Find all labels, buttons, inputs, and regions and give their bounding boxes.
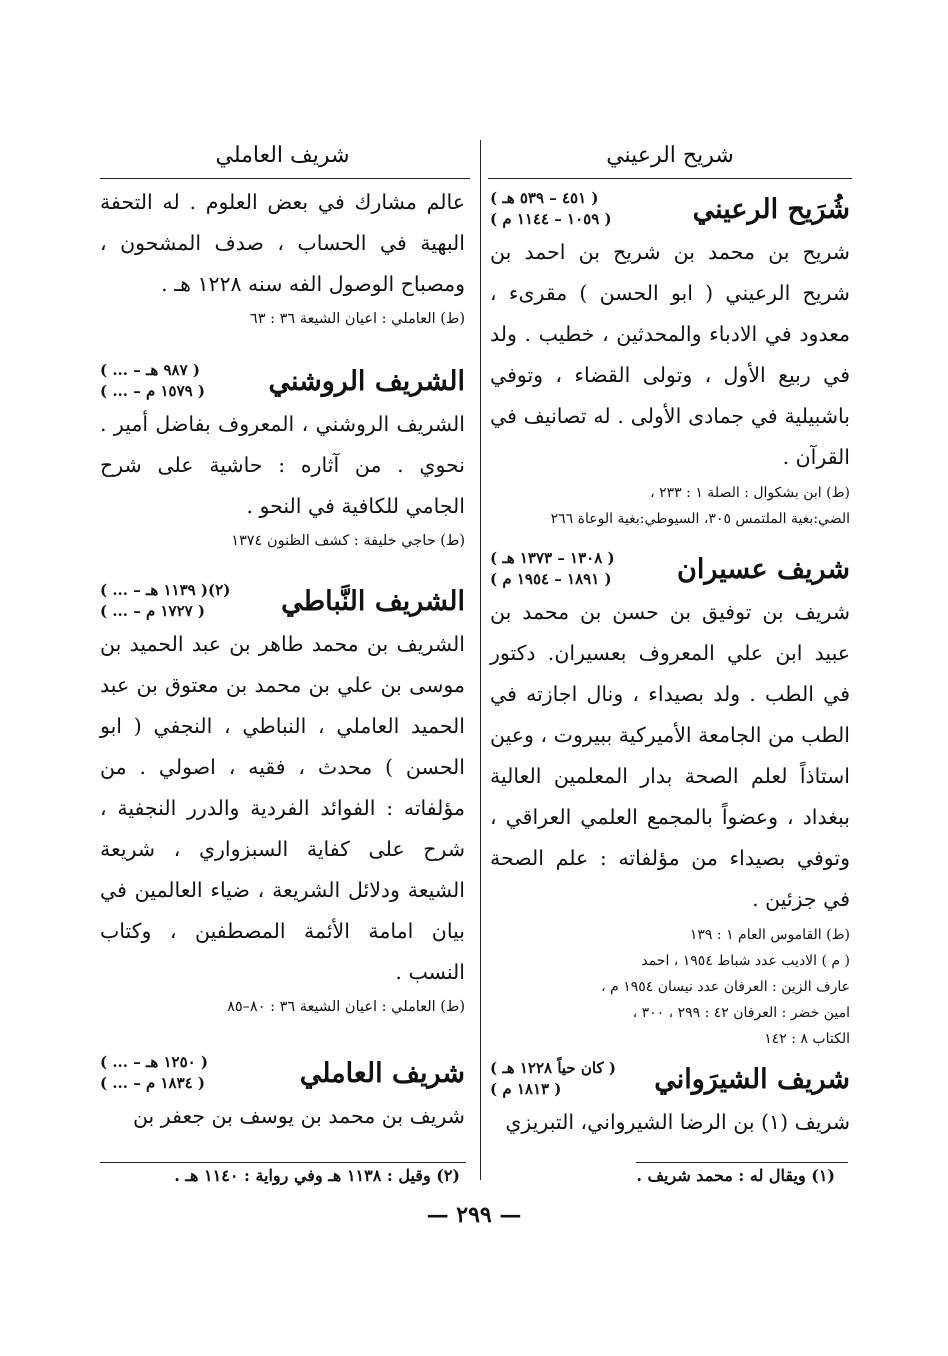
entry-al-sharif-al-rushani <box>100 360 465 554</box>
dates-hijri: ( كان حياً ١٢٢٨ هـ ) <box>490 1059 616 1077</box>
dates-gregorian: ( ١٠٥٩ – ١١٤٤ م ) <box>490 210 612 228</box>
entry-shurayh-al-ruayni <box>490 188 850 532</box>
left-footnote-rule <box>100 1162 466 1163</box>
entry-dates <box>490 548 615 590</box>
dates-gregorian: ( ... – ١٥٧٩ م ) <box>100 382 206 400</box>
right-footnote-rule <box>636 1162 848 1163</box>
dates-gregorian: ( ... – ١٨٣٤ م ) <box>100 1074 206 1092</box>
entry-continuation <box>100 182 465 332</box>
entry-body: شريف (١) بن الرضا الشيرواني، التبريزي <box>505 1110 850 1134</box>
left-column <box>100 138 465 1137</box>
dates-gregorian: ( ١٨١٣ م ) <box>490 1080 562 1098</box>
reference-line: الكتاب ٨ : ١٤٢ <box>764 1031 850 1047</box>
entry-dates <box>490 188 612 230</box>
dates-hijri: ( ٤٥١ – ٥٣٩ هـ ) <box>490 189 599 207</box>
reference-line: عارف الزين : العرفان عدد نيسان ١٩٥٤ م ، <box>601 979 850 995</box>
entry-references <box>490 480 850 532</box>
entry-title: الشريف الروشني <box>268 365 465 397</box>
left-running-header: شريف العاملي <box>215 143 350 168</box>
right-column <box>490 138 850 1143</box>
entry-dates <box>100 1052 208 1094</box>
dates-hijri: ( ١٣٠٨ – ١٣٧٣ هـ ) <box>490 549 615 567</box>
reference-line: الضي:بغية الملتمس ٣٠٥، السيوطي:بغية الوعاة ٢٦٦ <box>550 511 850 527</box>
entry-title: شريف العاملي <box>299 1057 465 1089</box>
entry-body: عالم مشارك في بعض العلوم . له التحفة البهية في الحساب ، صدف المشحون ، ومصباح الوصول الفه سنه ١٢٢٨ هـ . <box>100 190 465 296</box>
dates-gregorian: ( ١٨٩١ – ١٩٥٤ م ) <box>490 570 612 588</box>
reference-line: ( م ) الاديب عدد شباط ١٩٥٤ ، احمد <box>641 953 850 969</box>
dates-hijri: ( ... – ١٢٥٠ هـ ) <box>100 1053 209 1071</box>
column-divider <box>480 140 481 1180</box>
dates-gregorian: ( ... – ١٧٢٧ م ) <box>100 602 206 620</box>
entry-title: شريف الشيرَواني <box>654 1063 850 1095</box>
entry-sharif-al-shirwani <box>490 1058 850 1143</box>
entry-dates <box>100 580 230 622</box>
entry-dates <box>100 360 205 402</box>
entry-sharif-usayran <box>490 548 850 1052</box>
entry-body: الشريف بن محمد طاهر بن عبد الحميد بن موسى بن علي بن محمد بن معتوق بن عبد الحميد العاملي ، النباطي ، النجفي ( ابو الحسن ) محدث ، فقيه ، اصولي . من مؤلفاته : الفوائد الفردية والدرر النجفية ، شرح على كفاية السبزواري ، شريعة الشيعة ودلائل الشريعة ، ضياء العالمين في بيان امامة الأئمة المصطفين ، وكتاب النسب . <box>100 632 465 984</box>
reference-line: امين خضر : العرفان ٤٢ : ٢٩٩ ، ٣٠٠ ، <box>632 1005 850 1021</box>
entry-title: شريف عسيران <box>677 553 850 585</box>
entry-body: الشريف الروشني ، المعروف بفاضل أمير . نحوي . من آثاره : حاشية على شرح الجامي للكافية في النحو . <box>100 412 465 518</box>
dates-hijri: ( ... – ١١٣٩ هـ )(٢) <box>100 581 231 599</box>
entry-reference: (ط) العاملي : اعيان الشيعة ٣٦ : ٨٠–٨٥ <box>227 999 465 1015</box>
dates-hijri: ( ... – ٩٨٧ هـ ) <box>100 361 200 379</box>
entry-sharif-al-amili <box>100 1052 465 1137</box>
entry-body: شريف بن توفيق بن حسن بن محمد بن عبيد ابن علي المعروف بعسيران. دكتور في الطب . ولد بصيداء ، ونال اجازته في الطب من الجامعة الأميركية ببيروت ، وعين استاذاً لعلم الصحة بدار المعلمين العالية ببغداد ، وعضواً بالمجمع العلمي العراقي ، وتوفي بصيداء من مؤلفاته : علم الصحة في جزئين . <box>490 600 850 911</box>
entry-references <box>490 922 850 1052</box>
entry-body: شريف بن محمد بن يوسف بن جعفر بن <box>132 1104 465 1128</box>
entry-title: الشريف النَّباطي <box>281 585 465 617</box>
page-number: — ٢٩٩ — <box>426 1202 522 1228</box>
entry-title: شُرَيح الرعيني <box>692 193 850 225</box>
entry-reference: (ط) حاجي خليفة : كشف الظنون ١٣٧٤ <box>231 533 465 549</box>
right-running-header: شريح الرعيني <box>606 143 734 168</box>
entry-dates <box>490 1058 616 1100</box>
reference-line: (ط) ابن بشكوال : الصلة ١ : ٢٣٣ ، <box>650 485 850 501</box>
entry-body: شريح بن محمد بن شريح بن احمد بن شريح الرعيني ( ابو الحسن ) مقرىء ، معدود في الادباء والمحدثين ، خطيب . ولد في ربيع الأول ، وتولى القضاء ، وتوفي باشبيلية في جمادى الأولى . له تصانيف في القرآن . <box>490 240 850 469</box>
entry-al-sharif-al-nabati <box>100 580 465 1020</box>
reference-line: (ط) القاموس العام ١ : ١٣٩ <box>689 927 850 943</box>
left-footnote: (٢) وقيل : ١١٣٨ هـ وفي رواية : ١١٤٠ هـ . <box>174 1166 460 1185</box>
right-footnote: (١) ويقال له : محمد شريف . <box>636 1166 835 1185</box>
entry-reference: (ط) العاملي : اعيان الشيعة ٣٦ : ٦٣ <box>249 311 465 327</box>
